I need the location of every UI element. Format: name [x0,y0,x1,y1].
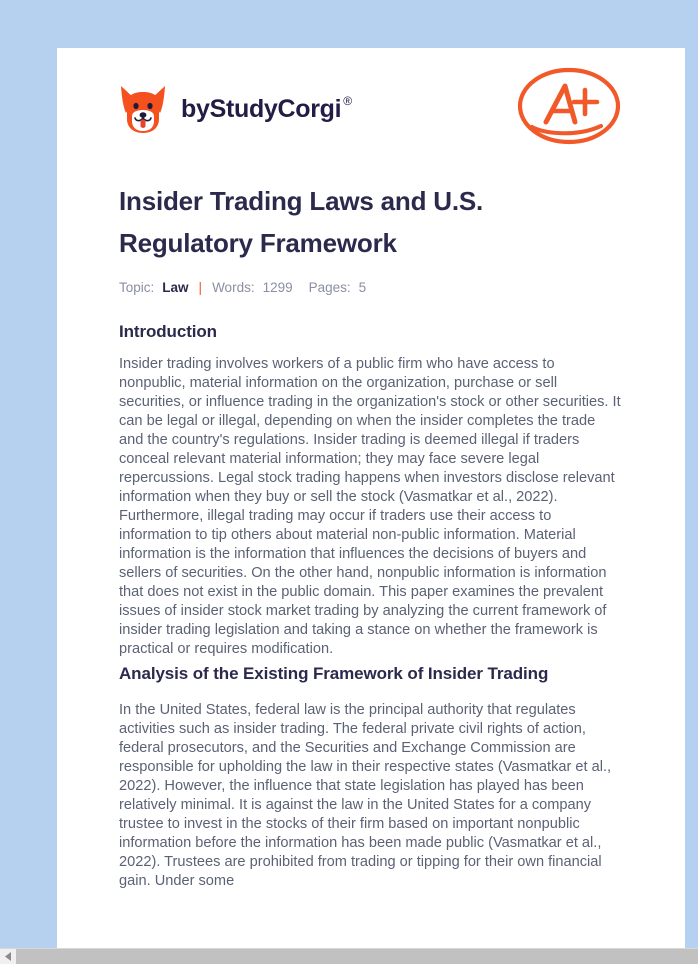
brand-name: StudyCorgi [209,94,342,123]
a-plus-grade-badge-icon [515,64,623,155]
meta-words-label: Words: [212,280,255,295]
brand-lockup[interactable] [119,83,352,135]
meta-topic-value[interactable]: Law [162,280,189,295]
document-page [57,48,685,948]
meta-separator: | [198,280,203,295]
scrollbar-track[interactable] [16,949,698,964]
triangle-left-icon [5,952,12,961]
section-paragraph: Insider trading involves workers of a public firm who have access to nonpublic, material information on the organization, purchase or sell securities, or influence trading in the organization's stock or other securities. It can be legal or illegal, depending on when the insider completes the trade and the country's regulations. Insider trading is deemed illegal if traders conceal relevant material information; they may face severe legal repercussions. Legal stock trading happens when investors disclose relevant information when they buy or sell the stock (Vasmatkar et al., 2022). Furthermore, illegal trading may occur if traders use their access to information to tip others about material non-public information. Material information is the information that influences the decisions of buyers and sellers of securities. On the other hand, nonpublic information is information that does not exist in the public domain. This paper examines the prevalent issues of insider stock market trading by analyzing the current framework of insider trading legislation and taking a stance on whether the framework is practical or requires modification. [119,356,621,658]
document-header [119,48,623,152]
corgi-face-icon [119,83,167,135]
meta-pages-value: 5 [358,280,367,295]
meta-pages-label: Pages: [308,280,351,295]
page-title: Insider Trading Laws and U.S. Regulatory Framework [119,186,484,258]
scroll-left-button[interactable] [0,949,16,964]
registered-trademark-icon: ® [343,93,352,108]
meta-words-value: 1299 [262,280,293,295]
section-paragraph: In the United States, federal law is the principal authority that regulates activities such as insider trading. The federal private civil rights of action, federal prosecutors, and the Securities and Exchange Commission are responsible for upholding the law in their respective states (Vasmatkar et al., 2022). However, the influence that state legislation has played has been relatively minimal. It is against the law in the United States for a company trustee to invest in the stocks of their firm based on important nonpublic information before the information has been made public (Vasmatkar et al., 2022). Trustees are prohibited from trading or tipping for their own financial gain. Under some [119,702,612,890]
brand-prefix: by [181,94,210,123]
section-heading-introduction: Introduction [119,322,217,341]
section-heading-analysis: Analysis of the Existing Framework of Insider Trading [119,664,549,684]
document-meta [119,280,623,295]
brand-wordmark [181,93,352,123]
scrollbar-thumb[interactable] [16,949,698,964]
meta-topic-label: Topic: [119,280,155,295]
horizontal-scrollbar[interactable] [0,948,698,964]
